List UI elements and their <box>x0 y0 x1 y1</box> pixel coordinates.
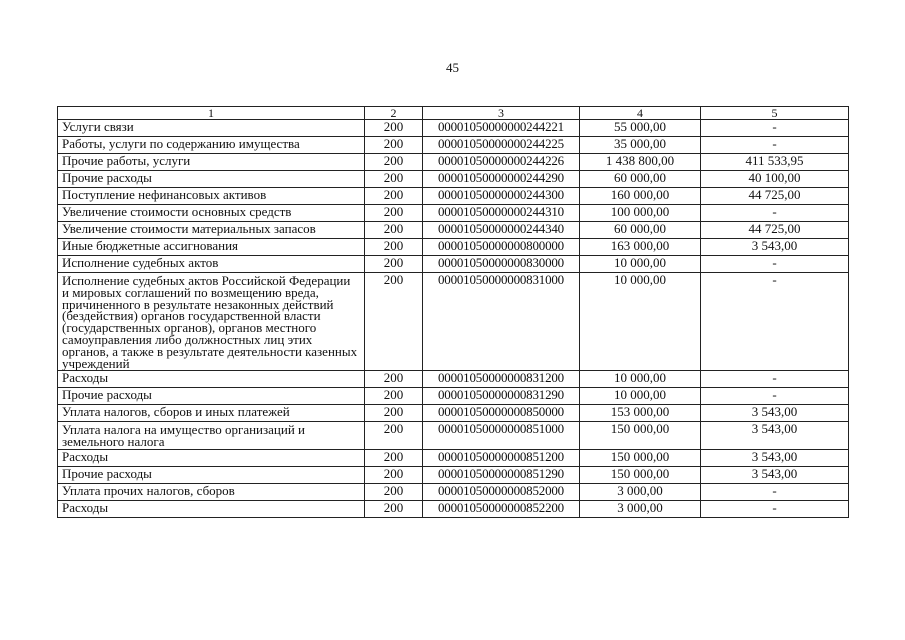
row-executed-amount: - <box>701 256 849 273</box>
row-csr-code: 00001050000000831000 <box>423 273 580 371</box>
row-csr-code: 00001050000000244290 <box>423 171 580 188</box>
row-executed-amount: 3 543,00 <box>701 449 849 466</box>
row-name: Исполнение судебных актов Российской Федерации и мировых соглашений по возмещению вреда, причиненного в результате незаконных действий (бездействия) органов государственной власти (государственных органов), органов местного самоуправления либо должностных лиц этих органов, а также в результате деятельности казенных учреждений <box>58 273 365 371</box>
table-row <box>58 154 849 171</box>
row-executed-amount: - <box>701 388 849 405</box>
row-executed-amount: - <box>701 273 849 371</box>
row-name: Иные бюджетные ассигнования <box>58 239 365 256</box>
row-planned-amount: 10 000,00 <box>580 371 701 388</box>
table-row <box>58 405 849 422</box>
header-col-2: 2 <box>365 107 423 120</box>
header-col-1: 1 <box>58 107 365 120</box>
row-code: 200 <box>365 120 423 137</box>
row-code: 200 <box>365 500 423 517</box>
row-csr-code: 00001050000000850000 <box>423 405 580 422</box>
row-code: 200 <box>365 483 423 500</box>
table-row <box>58 205 849 222</box>
row-name: Прочие расходы <box>58 388 365 405</box>
row-planned-amount: 163 000,00 <box>580 239 701 256</box>
row-planned-amount: 60 000,00 <box>580 171 701 188</box>
row-csr-code: 00001050000000851290 <box>423 466 580 483</box>
row-name: Расходы <box>58 371 365 388</box>
row-executed-amount: 40 100,00 <box>701 171 849 188</box>
row-csr-code: 00001050000000851000 <box>423 422 580 450</box>
row-executed-amount: - <box>701 137 849 154</box>
row-executed-amount: - <box>701 371 849 388</box>
row-executed-amount: 3 543,00 <box>701 239 849 256</box>
row-code: 200 <box>365 154 423 171</box>
header-col-3: 3 <box>423 107 580 120</box>
row-planned-amount: 10 000,00 <box>580 388 701 405</box>
row-name: Исполнение судебных актов <box>58 256 365 273</box>
row-planned-amount: 153 000,00 <box>580 405 701 422</box>
row-name: Прочие работы, услуги <box>58 154 365 171</box>
row-planned-amount: 100 000,00 <box>580 205 701 222</box>
row-code: 200 <box>365 466 423 483</box>
row-code: 200 <box>365 256 423 273</box>
row-code: 200 <box>365 222 423 239</box>
row-csr-code: 00001050000000800000 <box>423 239 580 256</box>
row-name: Уплата налога на имущество организаций и земельного налога <box>58 422 365 450</box>
row-csr-code: 00001050000000852200 <box>423 500 580 517</box>
row-planned-amount: 10 000,00 <box>580 273 701 371</box>
row-csr-code: 00001050000000851200 <box>423 449 580 466</box>
row-planned-amount: 1 438 800,00 <box>580 154 701 171</box>
row-csr-code: 00001050000000244310 <box>423 205 580 222</box>
row-code: 200 <box>365 188 423 205</box>
table-row <box>58 483 849 500</box>
row-executed-amount: 44 725,00 <box>701 188 849 205</box>
row-name: Увеличение стоимости основных средств <box>58 205 365 222</box>
row-csr-code: 00001050000000244300 <box>423 188 580 205</box>
row-executed-amount: - <box>701 205 849 222</box>
row-executed-amount: 3 543,00 <box>701 422 849 450</box>
row-csr-code: 00001050000000244340 <box>423 222 580 239</box>
table-row <box>58 449 849 466</box>
table-body <box>58 120 849 518</box>
row-planned-amount: 150 000,00 <box>580 449 701 466</box>
row-code: 200 <box>365 449 423 466</box>
row-planned-amount: 3 000,00 <box>580 483 701 500</box>
row-csr-code: 00001050000000831200 <box>423 371 580 388</box>
table-row <box>58 273 849 371</box>
row-executed-amount: 3 543,00 <box>701 466 849 483</box>
row-name: Расходы <box>58 449 365 466</box>
header-row <box>58 107 849 120</box>
header-col-5: 5 <box>701 107 849 120</box>
row-name: Прочие расходы <box>58 466 365 483</box>
header-col-4: 4 <box>580 107 701 120</box>
table-row <box>58 500 849 517</box>
row-name: Увеличение стоимости материальных запасов <box>58 222 365 239</box>
table-row <box>58 422 849 450</box>
row-planned-amount: 160 000,00 <box>580 188 701 205</box>
row-name: Работы, услуги по содержанию имущества <box>58 137 365 154</box>
row-csr-code: 00001050000000831290 <box>423 388 580 405</box>
row-code: 200 <box>365 422 423 450</box>
row-csr-code: 00001050000000244221 <box>423 120 580 137</box>
row-csr-code: 00001050000000244226 <box>423 154 580 171</box>
row-code: 200 <box>365 137 423 154</box>
row-code: 200 <box>365 405 423 422</box>
table-row <box>58 388 849 405</box>
table-row <box>58 171 849 188</box>
table-row <box>58 239 849 256</box>
row-executed-amount: 411 533,95 <box>701 154 849 171</box>
budget-table <box>57 106 849 518</box>
table-row <box>58 466 849 483</box>
row-name: Уплата прочих налогов, сборов <box>58 483 365 500</box>
row-planned-amount: 3 000,00 <box>580 500 701 517</box>
row-name: Уплата налогов, сборов и иных платежей <box>58 405 365 422</box>
table-header <box>58 107 849 120</box>
table-row <box>58 256 849 273</box>
table-row <box>58 188 849 205</box>
row-csr-code: 00001050000000852000 <box>423 483 580 500</box>
row-csr-code: 00001050000000830000 <box>423 256 580 273</box>
row-executed-amount: - <box>701 483 849 500</box>
row-name: Поступление нефинансовых активов <box>58 188 365 205</box>
row-name: Расходы <box>58 500 365 517</box>
row-code: 200 <box>365 273 423 371</box>
row-code: 200 <box>365 371 423 388</box>
page-number: 45 <box>446 60 459 75</box>
row-executed-amount: 44 725,00 <box>701 222 849 239</box>
row-csr-code: 00001050000000244225 <box>423 137 580 154</box>
row-code: 200 <box>365 388 423 405</box>
row-executed-amount: 3 543,00 <box>701 405 849 422</box>
row-planned-amount: 35 000,00 <box>580 137 701 154</box>
table-row <box>58 137 849 154</box>
row-code: 200 <box>365 171 423 188</box>
row-planned-amount: 60 000,00 <box>580 222 701 239</box>
row-code: 200 <box>365 205 423 222</box>
row-executed-amount: - <box>701 500 849 517</box>
row-planned-amount: 150 000,00 <box>580 422 701 450</box>
table-row <box>58 120 849 137</box>
row-name: Прочие расходы <box>58 171 365 188</box>
row-planned-amount: 150 000,00 <box>580 466 701 483</box>
table-row <box>58 371 849 388</box>
row-planned-amount: 55 000,00 <box>580 120 701 137</box>
row-planned-amount: 10 000,00 <box>580 256 701 273</box>
row-executed-amount: - <box>701 120 849 137</box>
row-code: 200 <box>365 239 423 256</box>
table-row <box>58 222 849 239</box>
row-name: Услуги связи <box>58 120 365 137</box>
